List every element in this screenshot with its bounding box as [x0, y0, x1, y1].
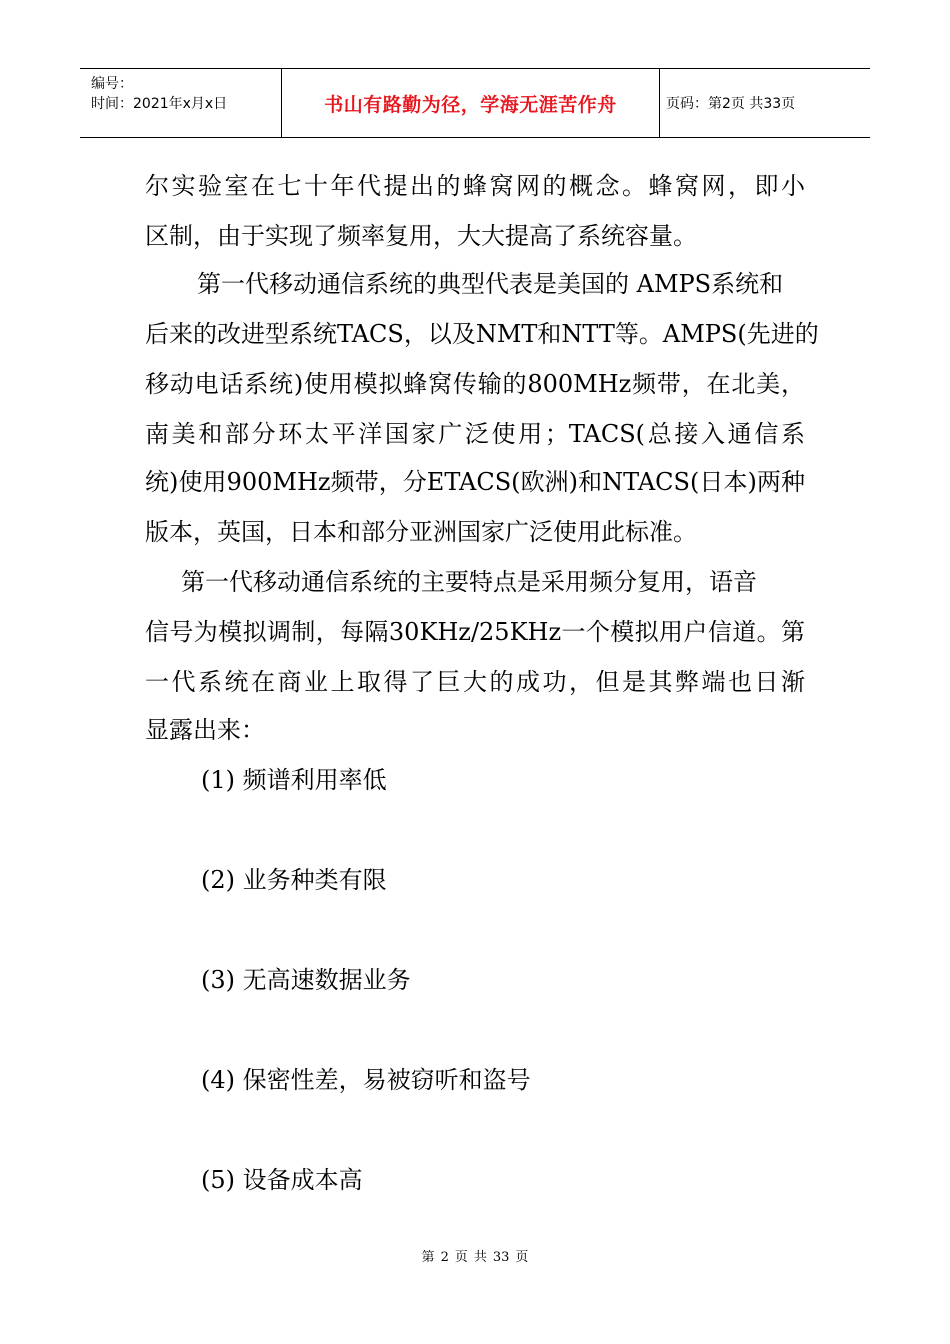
list-item: (5) 设备成本高 [201, 1166, 363, 1194]
body-line: 移动电话系统)使用模拟蜂窝传输的800MHz频带，在北美， [145, 370, 805, 398]
body-line: 南美和部分环太平洋国家广泛使用；TACS(总接入通信系 [145, 420, 805, 448]
list-item: (3) 无高速数据业务 [201, 966, 411, 994]
header-motto: 书山有路勤为径，学海无涯苦作舟 [324, 93, 617, 116]
body-line: 信号为模拟调制，每隔30KHz/25KHz一个模拟用户信道。第 [145, 618, 805, 646]
list-item: (1) 频谱利用率低 [201, 766, 387, 794]
body-line: 后来的改进型系统TACS，以及NMT和NTT等。AMPS(先进的 [145, 320, 819, 348]
footer-suffix: 页 [515, 1250, 529, 1265]
header-page-cell [660, 69, 870, 137]
footer-page-word: 页 [454, 1250, 468, 1265]
body-line: 第一代移动通信系统的典型代表是美国的 AMPS系统和 [197, 270, 784, 298]
header-left-cell [80, 69, 282, 137]
document-number-label: 编号： [91, 76, 133, 92]
footer-total-pages: 33 [492, 1250, 510, 1265]
body-line: 第一代移动通信系统的主要特点是采用频分复用，语音 [181, 568, 757, 596]
list-item: (4) 保密性差，易被窃听和盗号 [201, 1066, 531, 1094]
body-line: 尔实验室在七十年代提出的蜂窝网的概念。蜂窝网，即小 [145, 172, 805, 200]
body-line: 统)使用900MHz频带，分ETACS(欧洲)和NTACS(日本)两种 [145, 468, 805, 496]
list-item: (2) 业务种类有限 [201, 866, 387, 894]
page-footer [0, 1246, 950, 1265]
body-line: 版本，英国，日本和部分亚洲国家广泛使用此标准。 [145, 518, 697, 546]
body-line: 显露出来： [145, 716, 265, 744]
header-page-label: 页码：第2页 共33页 [666, 96, 796, 112]
footer-prefix: 第 [421, 1250, 435, 1265]
document-time-label: 时间：2021年x月x日 [91, 96, 228, 112]
header-motto-cell [282, 69, 660, 137]
body-line: 区制，由于实现了频率复用，大大提高了系统容量。 [145, 222, 697, 250]
page-header [80, 68, 870, 138]
body-line: 一代系统在商业上取得了巨大的成功，但是其弊端也日渐 [145, 668, 805, 696]
footer-page-number: 2 [440, 1250, 449, 1265]
footer-total-word: 共 [473, 1250, 487, 1265]
